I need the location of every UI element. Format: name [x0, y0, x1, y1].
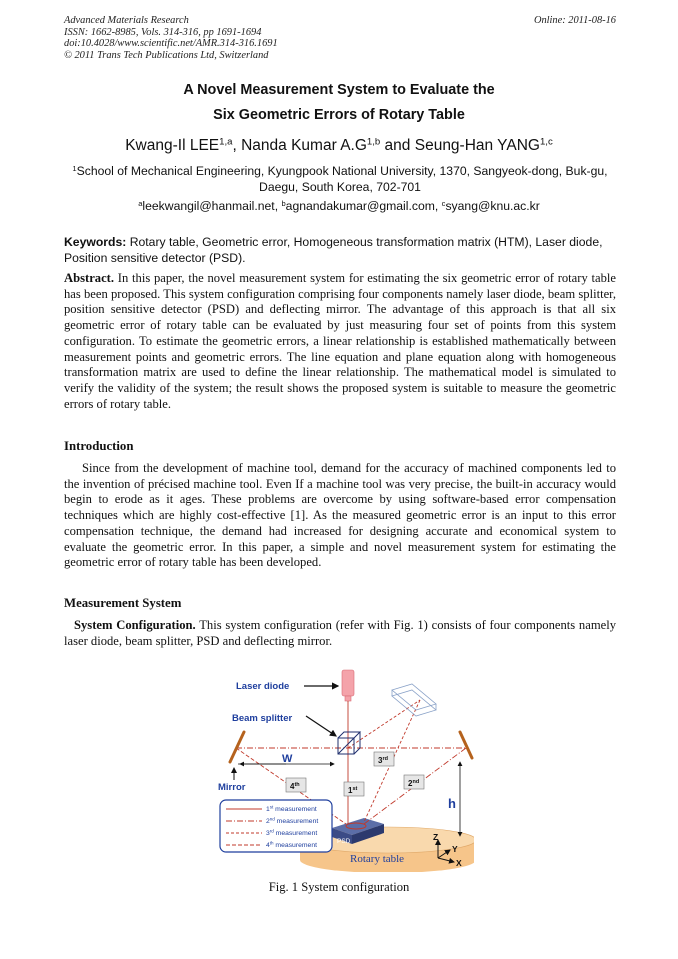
- psd-label: PSD: [337, 838, 351, 845]
- issn-line: ISSN: 1662-8985, Vols. 314-316, pp 1691-1694: [64, 26, 262, 38]
- axis-z-label: Z: [433, 832, 439, 842]
- author-1: Kwang-Il LEE: [125, 137, 220, 154]
- laser-diode: [342, 670, 354, 701]
- author-3-affil: 1,c: [539, 136, 553, 148]
- mirror-label: Mirror: [218, 782, 246, 793]
- beam-splitter: [338, 732, 360, 754]
- copyright-line: © 2011 Trans Tech Publications Ltd, Switzerland: [64, 49, 269, 61]
- measurement-2-label: 2nd: [408, 779, 420, 788]
- author-1-affil: 1,a: [219, 136, 233, 148]
- axis-x-label: X: [456, 858, 462, 868]
- legend-1: 1st measurement: [266, 804, 317, 813]
- axis-y-label: Y: [452, 844, 458, 854]
- height-label: h: [448, 796, 456, 811]
- introduction-heading: Introduction: [64, 439, 134, 453]
- system-configuration-figure: [214, 664, 474, 872]
- figure-legend: [220, 800, 332, 852]
- tilted-mirror-ghost: [392, 684, 436, 716]
- legend-2: 2nd measurement: [266, 816, 319, 825]
- abstract-label: Abstract.: [64, 271, 115, 285]
- system-configuration-label: System Configuration.: [74, 618, 196, 632]
- beam-splitter-arrow: [306, 716, 336, 736]
- journal-name: Advanced Materials Research: [64, 15, 189, 26]
- email-b: agnandakumar@gmail.com,: [285, 199, 442, 213]
- author-2-affil: 1,b: [366, 136, 381, 148]
- email-marker: b: [281, 198, 286, 208]
- author-emails: [0, 199, 678, 213]
- doi-line: doi:10.4028/www.scientific.net/AMR.314-316.1691: [64, 38, 278, 49]
- email-a: leekwangil@hanmail.net,: [142, 199, 282, 213]
- author-separator: and: [380, 137, 415, 154]
- author-list: [0, 137, 678, 155]
- system-configuration-text: This system configuration (refer with Fig. 1) consists of four components namely laser diode, beam splitter, PSD and deflecting mirror.: [64, 618, 616, 648]
- measurement-3-label: 3rd: [378, 756, 388, 765]
- email-marker: c: [441, 198, 446, 208]
- beam-splitter-label: Beam splitter: [232, 713, 293, 724]
- system-configuration-paragraph: [64, 618, 616, 649]
- paper-title-line-1: A Novel Measurement System to Evaluate the: [183, 82, 495, 98]
- rotary-table-label: Rotary table: [350, 853, 405, 865]
- legend-3: 3rd measurement: [266, 828, 318, 837]
- measurement-1-label: 1st: [348, 786, 358, 795]
- abstract: [64, 271, 616, 412]
- author-2: Nanda Kumar A.G: [241, 137, 367, 154]
- email-c: syang@knu.ac.kr: [445, 199, 540, 213]
- figure-caption: Fig. 1 System configuration: [268, 880, 410, 894]
- affiliation-text: School of Mechanical Engineering, Kyungpook National University, 1370, Sangyeok-dong, Buk-gu, Daegu, South Korea, 702-701: [76, 164, 608, 194]
- email-marker: a: [138, 198, 143, 208]
- keywords: [64, 235, 616, 266]
- deflecting-mirrors: [230, 732, 472, 762]
- journal-header: [64, 15, 616, 61]
- legend-4: 4th measurement: [266, 840, 317, 849]
- introduction-paragraph: Since from the development of machine tool, demand for the accuracy of machined components led to the invention of précised machine tool. Even If a machine tool was very precise, the built-in accuracy would begin to erode as it ages. These problems are overcome by using software-based error compensation techniques which are highly cost-effective [1]. As the measured geometric error is an input to this error compensation technique, the demand had increased for designing accurate and economical system to evaluate the geometric error. In this paper, a simple and novel measurement system for estimating the geometric error of rotary table has been developed.: [64, 461, 616, 570]
- author-separator: ,: [232, 137, 242, 154]
- keywords-label: Keywords:: [64, 235, 127, 249]
- measurement-4-label: 4th: [290, 782, 300, 791]
- affiliation: [64, 164, 616, 195]
- width-label: W: [282, 753, 293, 765]
- author-3: Seung-Han YANG: [414, 137, 540, 154]
- keywords-text: Rotary table, Geometric error, Homogeneous transformation matrix (HTM), Laser diode, Position sensitive detector (PSD).: [64, 235, 603, 265]
- affiliation-marker: 1: [72, 163, 77, 173]
- paper-title-line-2: Six Geometric Errors of Rotary Table: [213, 107, 465, 123]
- abstract-text: In this paper, the novel measurement system for estimating the six geometric error of rotary table has been proposed. This system configuration comprising four components namely laser diode, beam splitter, position sensitive detector (PSD) and deflecting mirror. The advantage of this approach is that all six geometric error of rotary table can be evaluated by just measuring four set of points from this system configuration. To estimate the geometric errors, a linear relationship is established mathematically between measurement points and geometric errors. The line equation and plane equation along with homogeneous transformation matrix are used to define the linear relationship. The mathematical model is simulated to verify the validity of the system; the result shows the proposed system is suitable to measure the geometric errors of rotary table.: [64, 271, 616, 411]
- laser-diode-label: Laser diode: [236, 681, 290, 692]
- measurement-system-heading: Measurement System: [64, 596, 182, 610]
- online-date: Online: 2011-08-16: [533, 15, 616, 26]
